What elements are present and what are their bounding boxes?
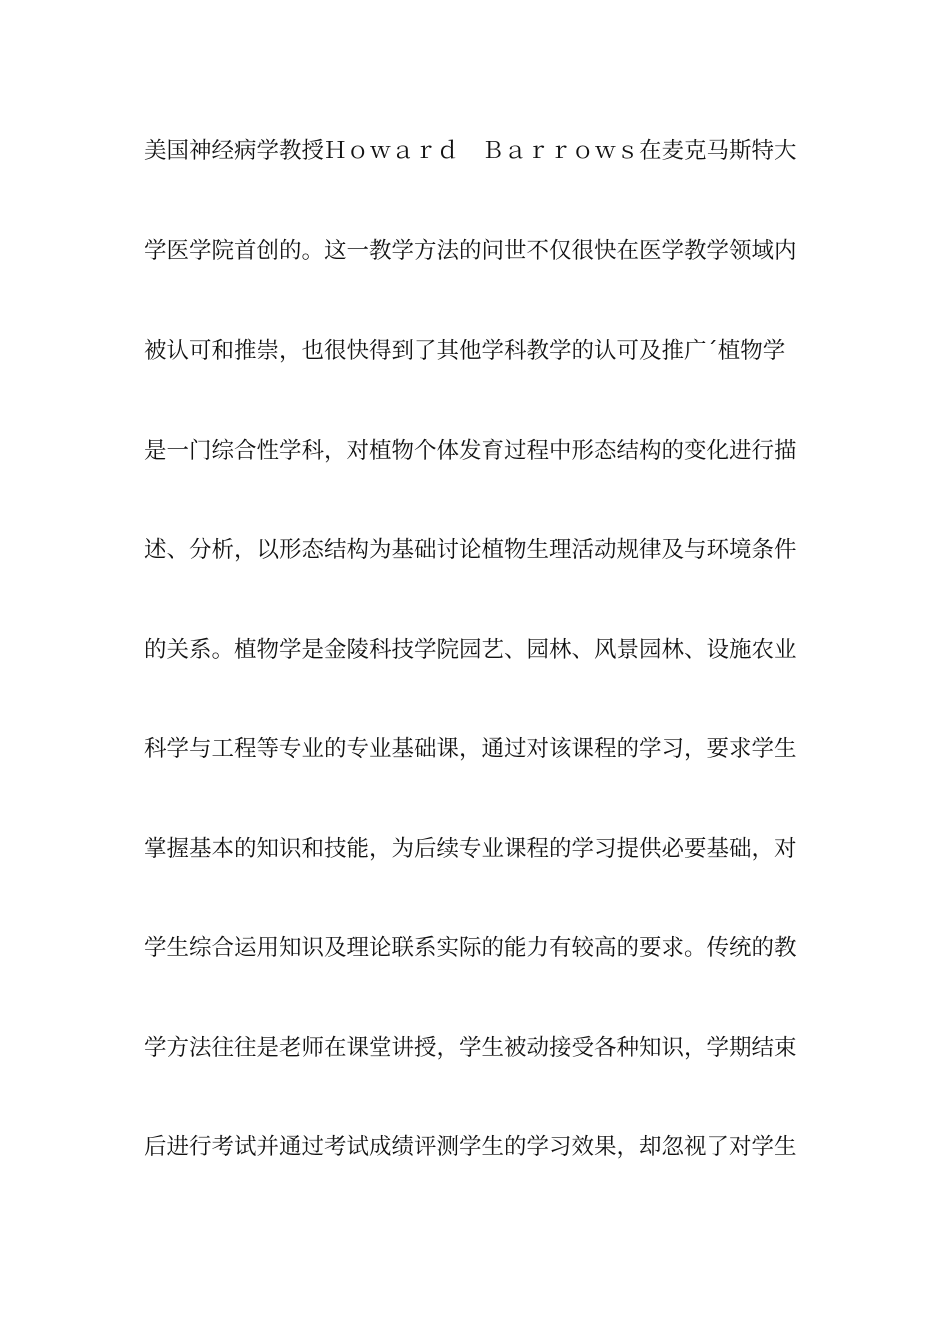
text-line: 后进行考试并通过考试成绩评测学生的学习效果，却忽视了对学生: [144, 1134, 797, 1160]
text-line: 的关系。植物学是金陵科技学院园艺、园林、风景园林、设施农业: [144, 637, 797, 663]
text-line: 被认可和推崇，也很快得到了其他学科教学的认可及推广´植物学: [144, 338, 786, 364]
text-line: 是一门综合性学科，对植物个体发育过程中形态结构的变化进行描: [144, 438, 797, 464]
text-line: 掌握基本的知识和技能，为后续专业课程的学习提供必要基础，对: [144, 836, 797, 862]
text-line: 科学与工程等专业的专业基础课，通过对该课程的学习，要求学生: [144, 736, 797, 762]
text-line: 学方法往往是老师在课堂讲授，学生被动接受各种知识，学期结束: [144, 1035, 797, 1061]
text-line: 学生综合运用知识及理论联系实际的能力有较高的要求。传统的教: [144, 935, 797, 961]
text-line: 美国神经病学教授Ｈｏｗａｒｄ Ｂａｒｒｏｗｓ在麦克马斯特大: [144, 138, 797, 164]
text-line: 学医学院首创的。这一教学方法的问世不仅很快在医学教学领域内: [144, 238, 797, 264]
text-line: 述、分析，以形态结构为基础讨论植物生理活动规律及与环境条件: [144, 537, 797, 563]
